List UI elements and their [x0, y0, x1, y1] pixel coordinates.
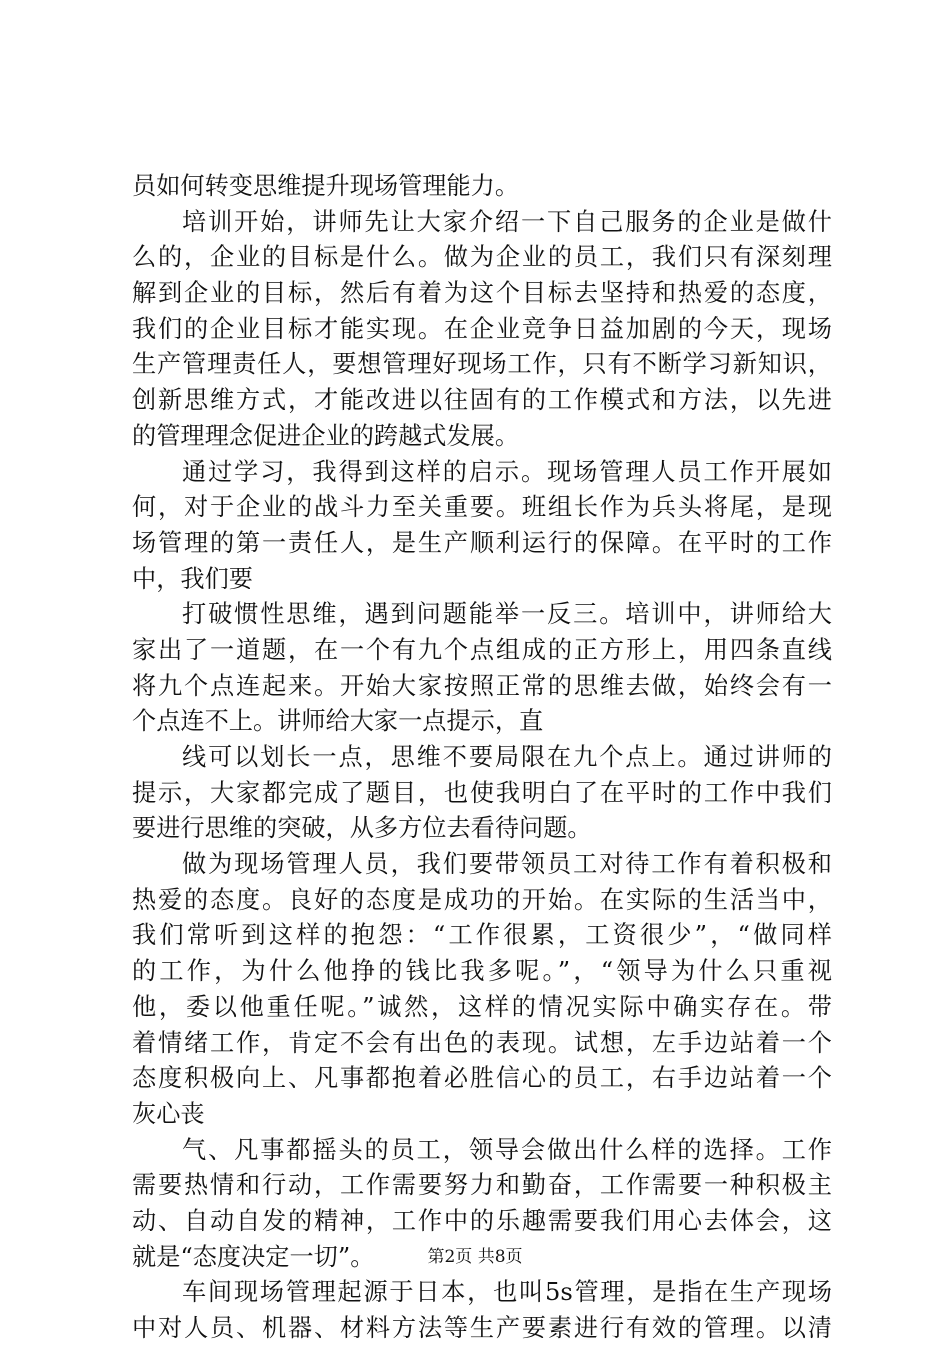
text-line: 灰心丧	[132, 1099, 205, 1128]
text-line: 动、自动自发的精神，工作中的乐趣需要我们用心去体会，这	[132, 1206, 832, 1235]
text-line: 家出了一道题，在一个有九个点组成的正方形上，用四条直线	[132, 635, 832, 664]
text-line: 气、凡事都摇头的员工，领导会做出什么样的选择。工作	[182, 1135, 832, 1164]
text-line: 要进行思维的突破，从多方位去看待问题。	[132, 814, 592, 843]
document-body	[132, 169, 832, 1347]
text-line: 做为现场管理人员，我们要带领员工对待工作有着积极和	[182, 850, 832, 879]
text-line: 车间现场管理起源于日本，也叫5s管理，是指在生产现场	[182, 1278, 832, 1307]
text-line: 态度积极向上、凡事都抱着必胜信心的员工，右手边站着一个	[132, 1064, 832, 1093]
text-line: 培训开始，讲师先让大家介绍一下自己服务的企业是做什	[182, 207, 832, 236]
text-line: 解到企业的目标，然后有着为这个目标去坚持和热爱的态度，	[132, 279, 832, 308]
text-line: 提示，大家都完成了题目，也使我明白了在平时的工作中我们	[132, 778, 832, 807]
text-line: 生产管理责任人，要想管理好现场工作，只有不断学习新知识，	[132, 350, 832, 379]
text-line: 的工作，为什么他挣的钱比我多呢。”，“领导为什么只重视	[132, 957, 832, 986]
text-line: 着情绪工作，肯定不会有出色的表现。试想，左手边站着一个	[132, 1028, 832, 1057]
text-line: 个点连不上。讲师给大家一点提示，直	[132, 707, 544, 736]
text-line: 将九个点连起来。开始大家按照正常的思维去做，始终会有一	[132, 671, 832, 700]
text-line: 他，委以他重任呢。”诚然，这样的情况实际中确实存在。带	[132, 992, 832, 1021]
text-line: 打破惯性思维，遇到问题能举一反三。培训中，讲师给大	[182, 600, 832, 629]
text-line: 就是“态度决定一切”。	[132, 1242, 375, 1271]
text-line: 我们常听到这样的抱怨：“工作很累，工资很少”，“做同样	[132, 921, 832, 950]
page-number: 第2页 共8页	[427, 1247, 523, 1267]
text-line: 创新思维方式，才能改进以往固有的工作模式和方法，以先进	[132, 386, 832, 415]
text-line: 何，对于企业的战斗力至关重要。班组长作为兵头将尾，是现	[132, 493, 832, 522]
text-line: 么的，企业的目标是什么。做为企业的员工，我们只有深刻理	[132, 243, 832, 272]
text-line: 中对人员、机器、材料方法等生产要素进行有效的管理。以清	[132, 1314, 832, 1342]
text-line: 场管理的第一责任人，是生产顺利运行的保障。在平时的工作	[132, 528, 832, 557]
text-line: 我们的企业目标才能实现。在企业竞争日益加剧的今天，现场	[132, 314, 832, 343]
text-line: 线可以划长一点，思维不要局限在九个点上。通过讲师的	[182, 743, 832, 771]
text-line: 通过学习，我得到这样的启示。现场管理人员工作开展如	[182, 457, 832, 486]
text-line: 中，我们要	[132, 564, 253, 593]
text-line: 员如何转变思维提升现场管理能力。	[132, 172, 520, 200]
text-line: 需要热情和行动，工作需要努力和勤奋，工作需要一种积极主	[132, 1171, 832, 1200]
text-line: 的管理理念促进企业的跨越式发展。	[132, 421, 520, 450]
text-line: 热爱的态度。良好的态度是成功的开始。在实际的生活当中，	[132, 885, 832, 914]
